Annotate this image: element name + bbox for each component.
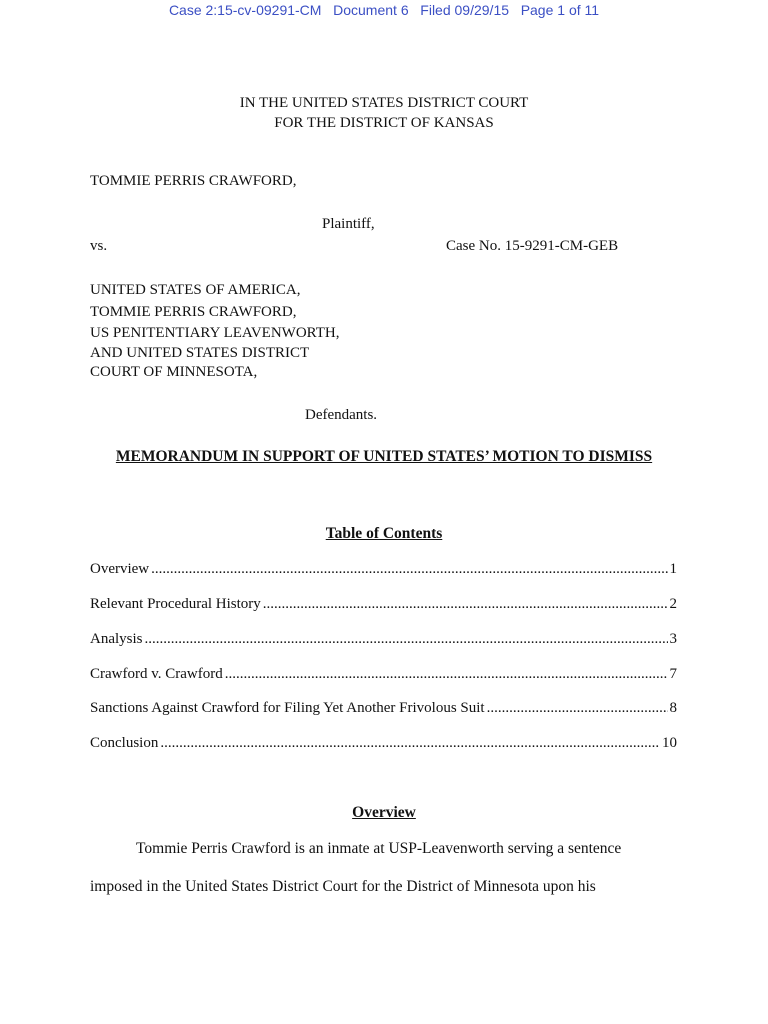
header-filed: Filed 09/29/15 [420,2,510,18]
case-number: Case No. 15-9291-CM-GEB [446,238,619,254]
header-page: Page 1 of 11 [520,2,600,18]
header-case: Case 2:15-cv-09291-CM [168,2,322,18]
toc-leader-dots [487,698,668,718]
toc-entry-label: Relevant Procedural History [90,596,261,612]
toc-entry [90,698,677,718]
toc-leader-dots [151,559,667,579]
header-document: Document 6 [333,2,409,18]
toc-leader-dots [145,629,668,649]
toc-entry-label: Overview [90,561,150,577]
toc-leader-dots [225,664,668,684]
defendant-line: TOMMIE PERRIS CRAWFORD, [90,304,297,320]
document-title: MEMORANDUM IN SUPPORT OF UNITED STATES’ MOTION TO DISMISS [115,448,653,465]
toc-entry-page: 7 [669,666,677,682]
defendant-line: COURT OF MINNESOTA, [90,364,258,380]
defendant-line: US PENITENTIARY LEAVENWORTH, [90,325,340,341]
toc-entry-page: 10 [662,735,677,751]
defendant-line: UNITED STATES OF AMERICA, [90,282,301,298]
toc-entry-page: 1 [669,561,677,577]
toc-entry-page: 3 [669,631,677,647]
versus-label: vs. [90,238,108,254]
toc-entry-label: Conclusion [90,735,159,751]
toc-entry-label: Analysis [90,631,143,647]
overview-paragraph-line: imposed in the United States District Court for the District of Minnesota upon his [90,878,596,895]
plaintiff-name: TOMMIE PERRIS CRAWFORD, [90,173,297,189]
toc-entry-page: 2 [669,596,677,612]
defendants-label: Defendants. [305,407,378,423]
toc-entry [90,594,677,614]
toc-entry [90,629,677,649]
toc-entry-page: 8 [669,700,677,716]
toc-entry [90,559,677,579]
toc-leader-dots [160,733,660,753]
toc-entry-label: Crawford v. Crawford [90,666,223,682]
toc-entry-label: Sanctions Against Crawford for Filing Yet Another Frivolous Suit [90,700,485,716]
toc-entry [90,664,677,684]
court-name-line2: FOR THE DISTRICT OF KANSAS [274,115,494,131]
court-name-line1: IN THE UNITED STATES DISTRICT COURT [239,95,529,111]
plaintiff-label: Plaintiff, [322,216,375,232]
toc-heading: Table of Contents [325,525,443,542]
overview-paragraph-line: Tommie Perris Crawford is an inmate at USP-Leavenworth serving a sentence [136,840,622,857]
toc-entry [90,733,677,753]
overview-heading: Overview [352,804,416,821]
docket-header [0,2,768,18]
defendant-line: AND UNITED STATES DISTRICT [90,345,310,361]
toc-leader-dots [263,594,668,614]
